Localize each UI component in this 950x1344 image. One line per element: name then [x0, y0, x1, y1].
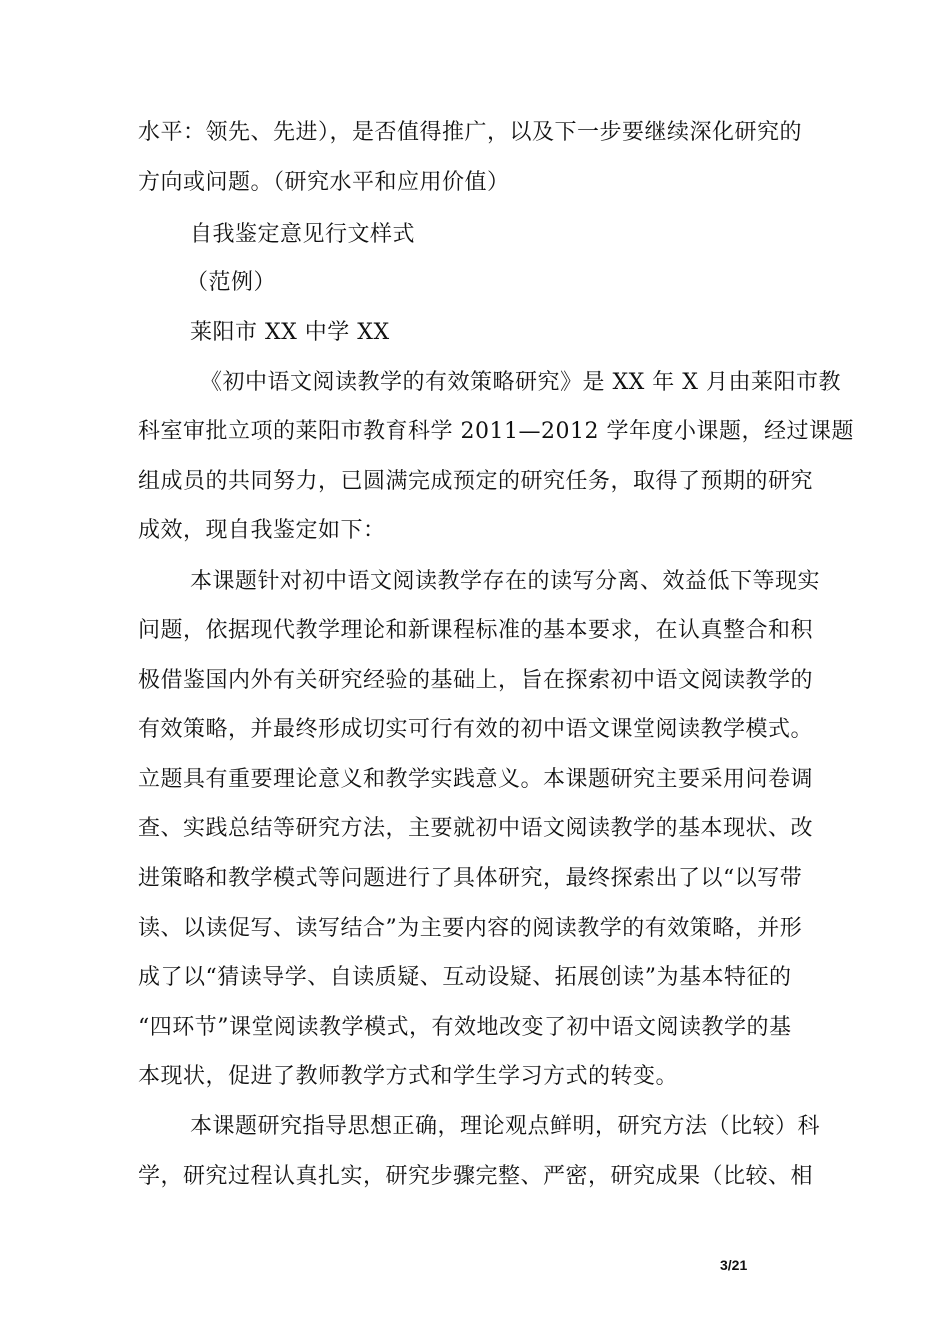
text-line: 成效，现自我鉴定如下： — [138, 518, 386, 543]
text-line: 水平：领先、先进），是否值得推广，以及下一步要继续深化研究的 — [138, 120, 803, 145]
text-line: 查、实践总结等研究方法，主要就初中语文阅读教学的基本现状、改 — [138, 816, 814, 841]
text-line: 《初中语文阅读教学的有效策略研究》是 XX 年 X 月由莱阳市教 — [200, 370, 841, 395]
author-line: 莱阳市 XX 中学 XX — [190, 320, 390, 345]
text-line: 读、以读促写、读写结合”为主要内容的阅读教学的有效策略，并形 — [138, 916, 803, 941]
text-line: 有效策略，并最终形成切实可行有效的初中语文课堂阅读教学模式。 — [138, 717, 814, 742]
text-line: 极借鉴国内外有关研究经验的基础上，旨在探索初中语文阅读教学的 — [138, 668, 814, 693]
text-line: 组成员的共同努力，已圆满完成预定的研究任务，取得了预期的研究 — [138, 469, 814, 494]
text-line: 本课题研究指导思想正确，理论观点鲜明，研究方法（比较）科 — [190, 1114, 821, 1139]
section-heading: 自我鉴定意见行文样式 — [190, 222, 416, 247]
section-subheading: （范例） — [186, 270, 277, 295]
text-line: 进策略和教学模式等问题进行了具体研究，最终探索出了以“以写带 — [138, 866, 803, 891]
text-line: 学，研究过程认真扎实，研究步骤完整、严密，研究成果（比较、相 — [138, 1164, 814, 1189]
text-line: 科室审批立项的莱阳市教育科学 2011—2012 学年度小课题，经过课题 — [138, 419, 854, 444]
text-line: 本课题针对初中语文阅读教学存在的读写分离、效益低下等现实 — [190, 569, 821, 594]
text-line: 立题具有重要理论意义和教学实践意义。本课题研究主要采用问卷调 — [138, 767, 814, 792]
text-line: 成了以“猜读导学、自读质疑、互动设疑、拓展创读”为基本特征的 — [138, 965, 792, 990]
text-line: 本现状，促进了教师教学方式和学生学习方式的转变。 — [138, 1064, 679, 1089]
page-number: 3/21 — [720, 1257, 748, 1273]
text-line: “四环节”课堂阅读教学模式，有效地改变了初中语文阅读教学的基 — [138, 1015, 792, 1040]
text-line: 方向或问题。（研究水平和应用价值） — [138, 170, 510, 195]
text-line: 问题，依据现代教学理论和新课程标准的基本要求，在认真整合和积 — [138, 618, 814, 643]
